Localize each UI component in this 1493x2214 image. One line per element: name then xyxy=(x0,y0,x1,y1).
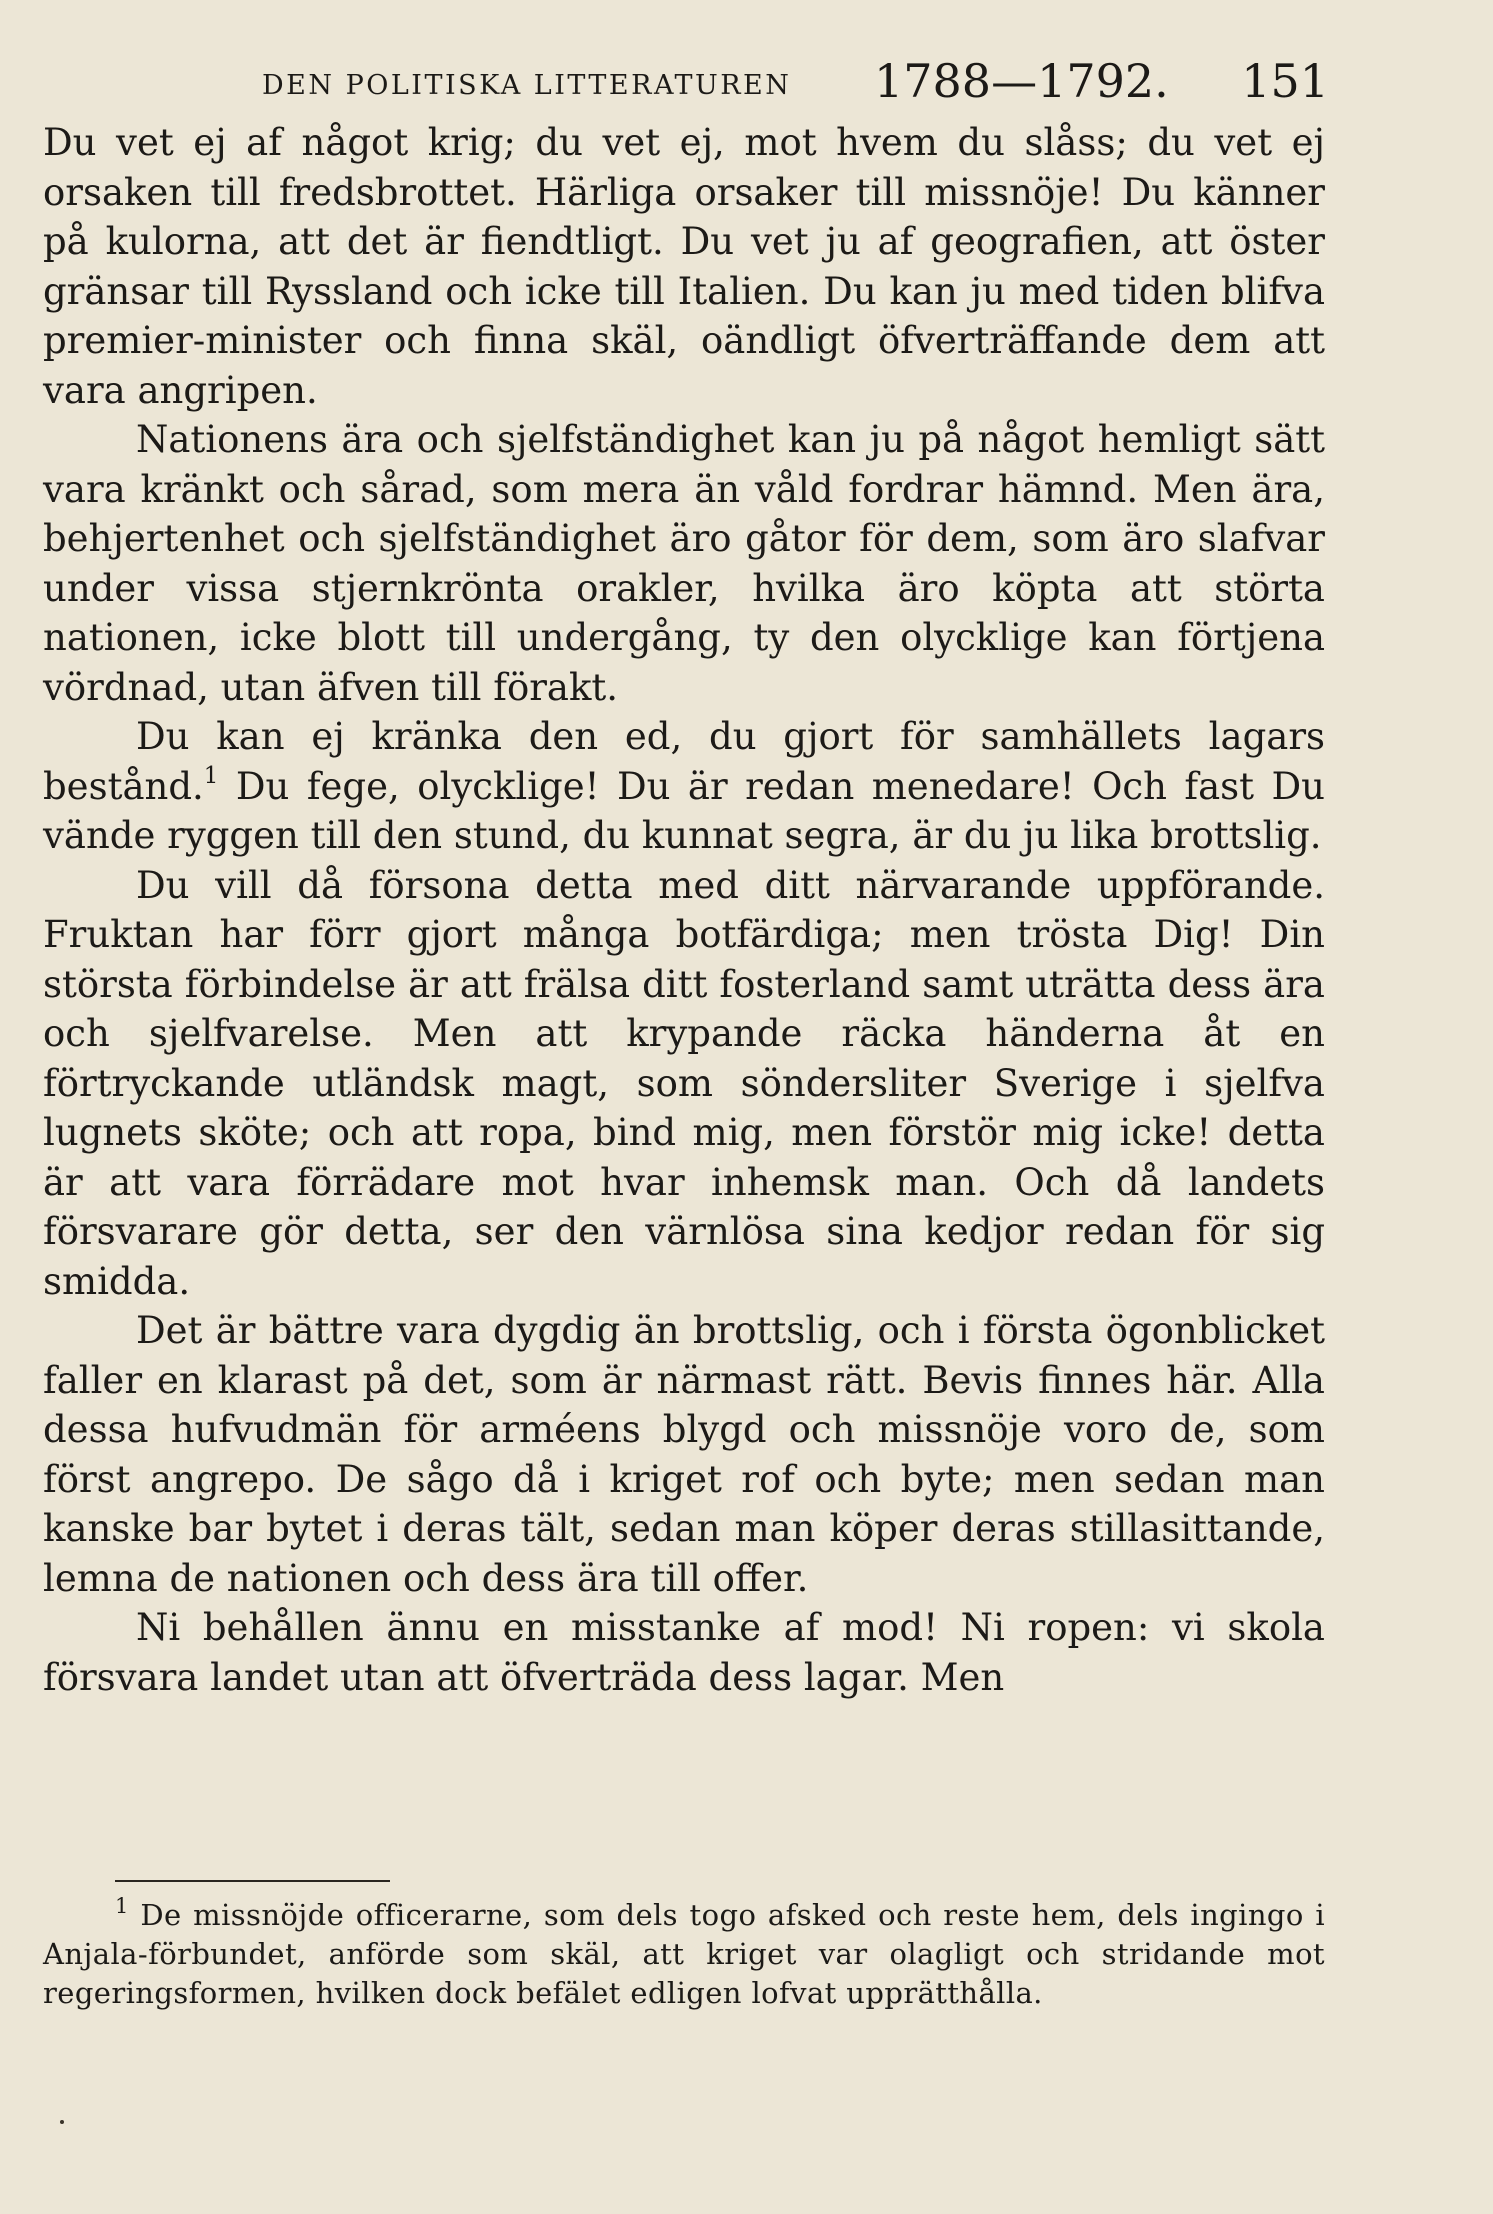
page-number: 151 xyxy=(1241,54,1329,108)
paragraph-1: Du vet ej af något krig; du vet ej, mot hvem du slåss; du vet ej orsaken till fredsbrottet. Härliga orsaker till missnöje! Du känner på kulorna, att det är fiendtligt. Du vet ju af geografien, att öster gränsar till Ryssland och icke till Italien. Du kan ju med tiden blifva premier-minister och finna skäl, oändligt öfverträffande dem att vara angripen. xyxy=(43,121,1325,412)
footnote-reference: 1 xyxy=(203,762,219,789)
footnote-separator xyxy=(115,1880,390,1882)
paragraph-2: Nationens ära och sjelfständighet kan ju på något hemligt sätt vara kränkt och sårad, som mera än våld fordrar hämnd. Men ära, behjertenhet och sjelfständighet äro gåtor för dem, som äro slafvar under vissa stjernkrönta orakler, hvilka äro köpta att störta nationen, icke blott till undergång, ty den olycklige kan förtjena vördnad, utan äfven till förakt. xyxy=(43,418,1325,709)
paragraph-3-text-b: Du fege, olycklige! Du är redan menedare! Och fast Du vände ryggen till den stund, du kunnat segra, är du ju lika brottslig. xyxy=(43,764,1325,857)
running-title: DEN POLITISKA LITTERATUREN xyxy=(262,70,792,101)
paragraph-3 xyxy=(43,712,1325,861)
paper-speck xyxy=(60,2120,64,2124)
footnote-paragraph xyxy=(43,1896,1325,2013)
footnote xyxy=(43,1896,1325,2013)
paragraph-3-text-a: Du kan ej kränka den ed, du gjort för samhällets lagars bestånd. xyxy=(43,715,1325,808)
paragraph-6: Ni behållen ännu en misstanke af mod! Ni ropen: vi skola försvara landet utan att öfverträda dess lagar. Men xyxy=(43,1606,1325,1699)
paragraph-5: Det är bättre vara dygdig än brottslig, och i första ögonblicket faller en klarast på det, som är närmast rätt. Bevis finnes här. Alla dessa hufvudmän för arméens blygd och missnöje voro de, som först angrepo. De sågo då i kriget rof och byte; men sedan man kanske bar bytet i deras tält, sedan man köper deras stillasittande, lemna de nationen och dess ära till offer. xyxy=(43,1309,1325,1600)
footnote-marker: 1 xyxy=(115,1894,129,1918)
page-header xyxy=(262,52,1337,112)
body-text xyxy=(43,118,1325,1702)
paragraph-4: Du vill då försona detta med ditt närvarande uppförande. Fruktan har förr gjort många botfärdiga; men trösta Dig! Din största förbindelse är att frälsa ditt fosterland samt uträtta dess ära och sjelfvarelse. Men att krypande räcka händerna åt en förtryckande utländsk magt, som söndersliter Sverige i sjelfva lugnets sköte; och att ropa, bind mig, men förstör mig icke! detta är att vara förrädare mot hvar inhemsk man. Och då landets försvarare gör detta, ser den värnlösa sina kedjor redan för sig smidda. xyxy=(43,863,1325,1303)
running-title-years: 1788—1792. xyxy=(874,54,1169,108)
footnote-text: De missnöjde officerarne, som dels togo afsked och reste hem, dels ingingo i Anjala-förbundet, anförde som skäl, att kriget var olagligt och stridande mot regeringsformen, hvilken dock befälet edligen lofvat upprätthålla. xyxy=(43,1898,1325,2010)
